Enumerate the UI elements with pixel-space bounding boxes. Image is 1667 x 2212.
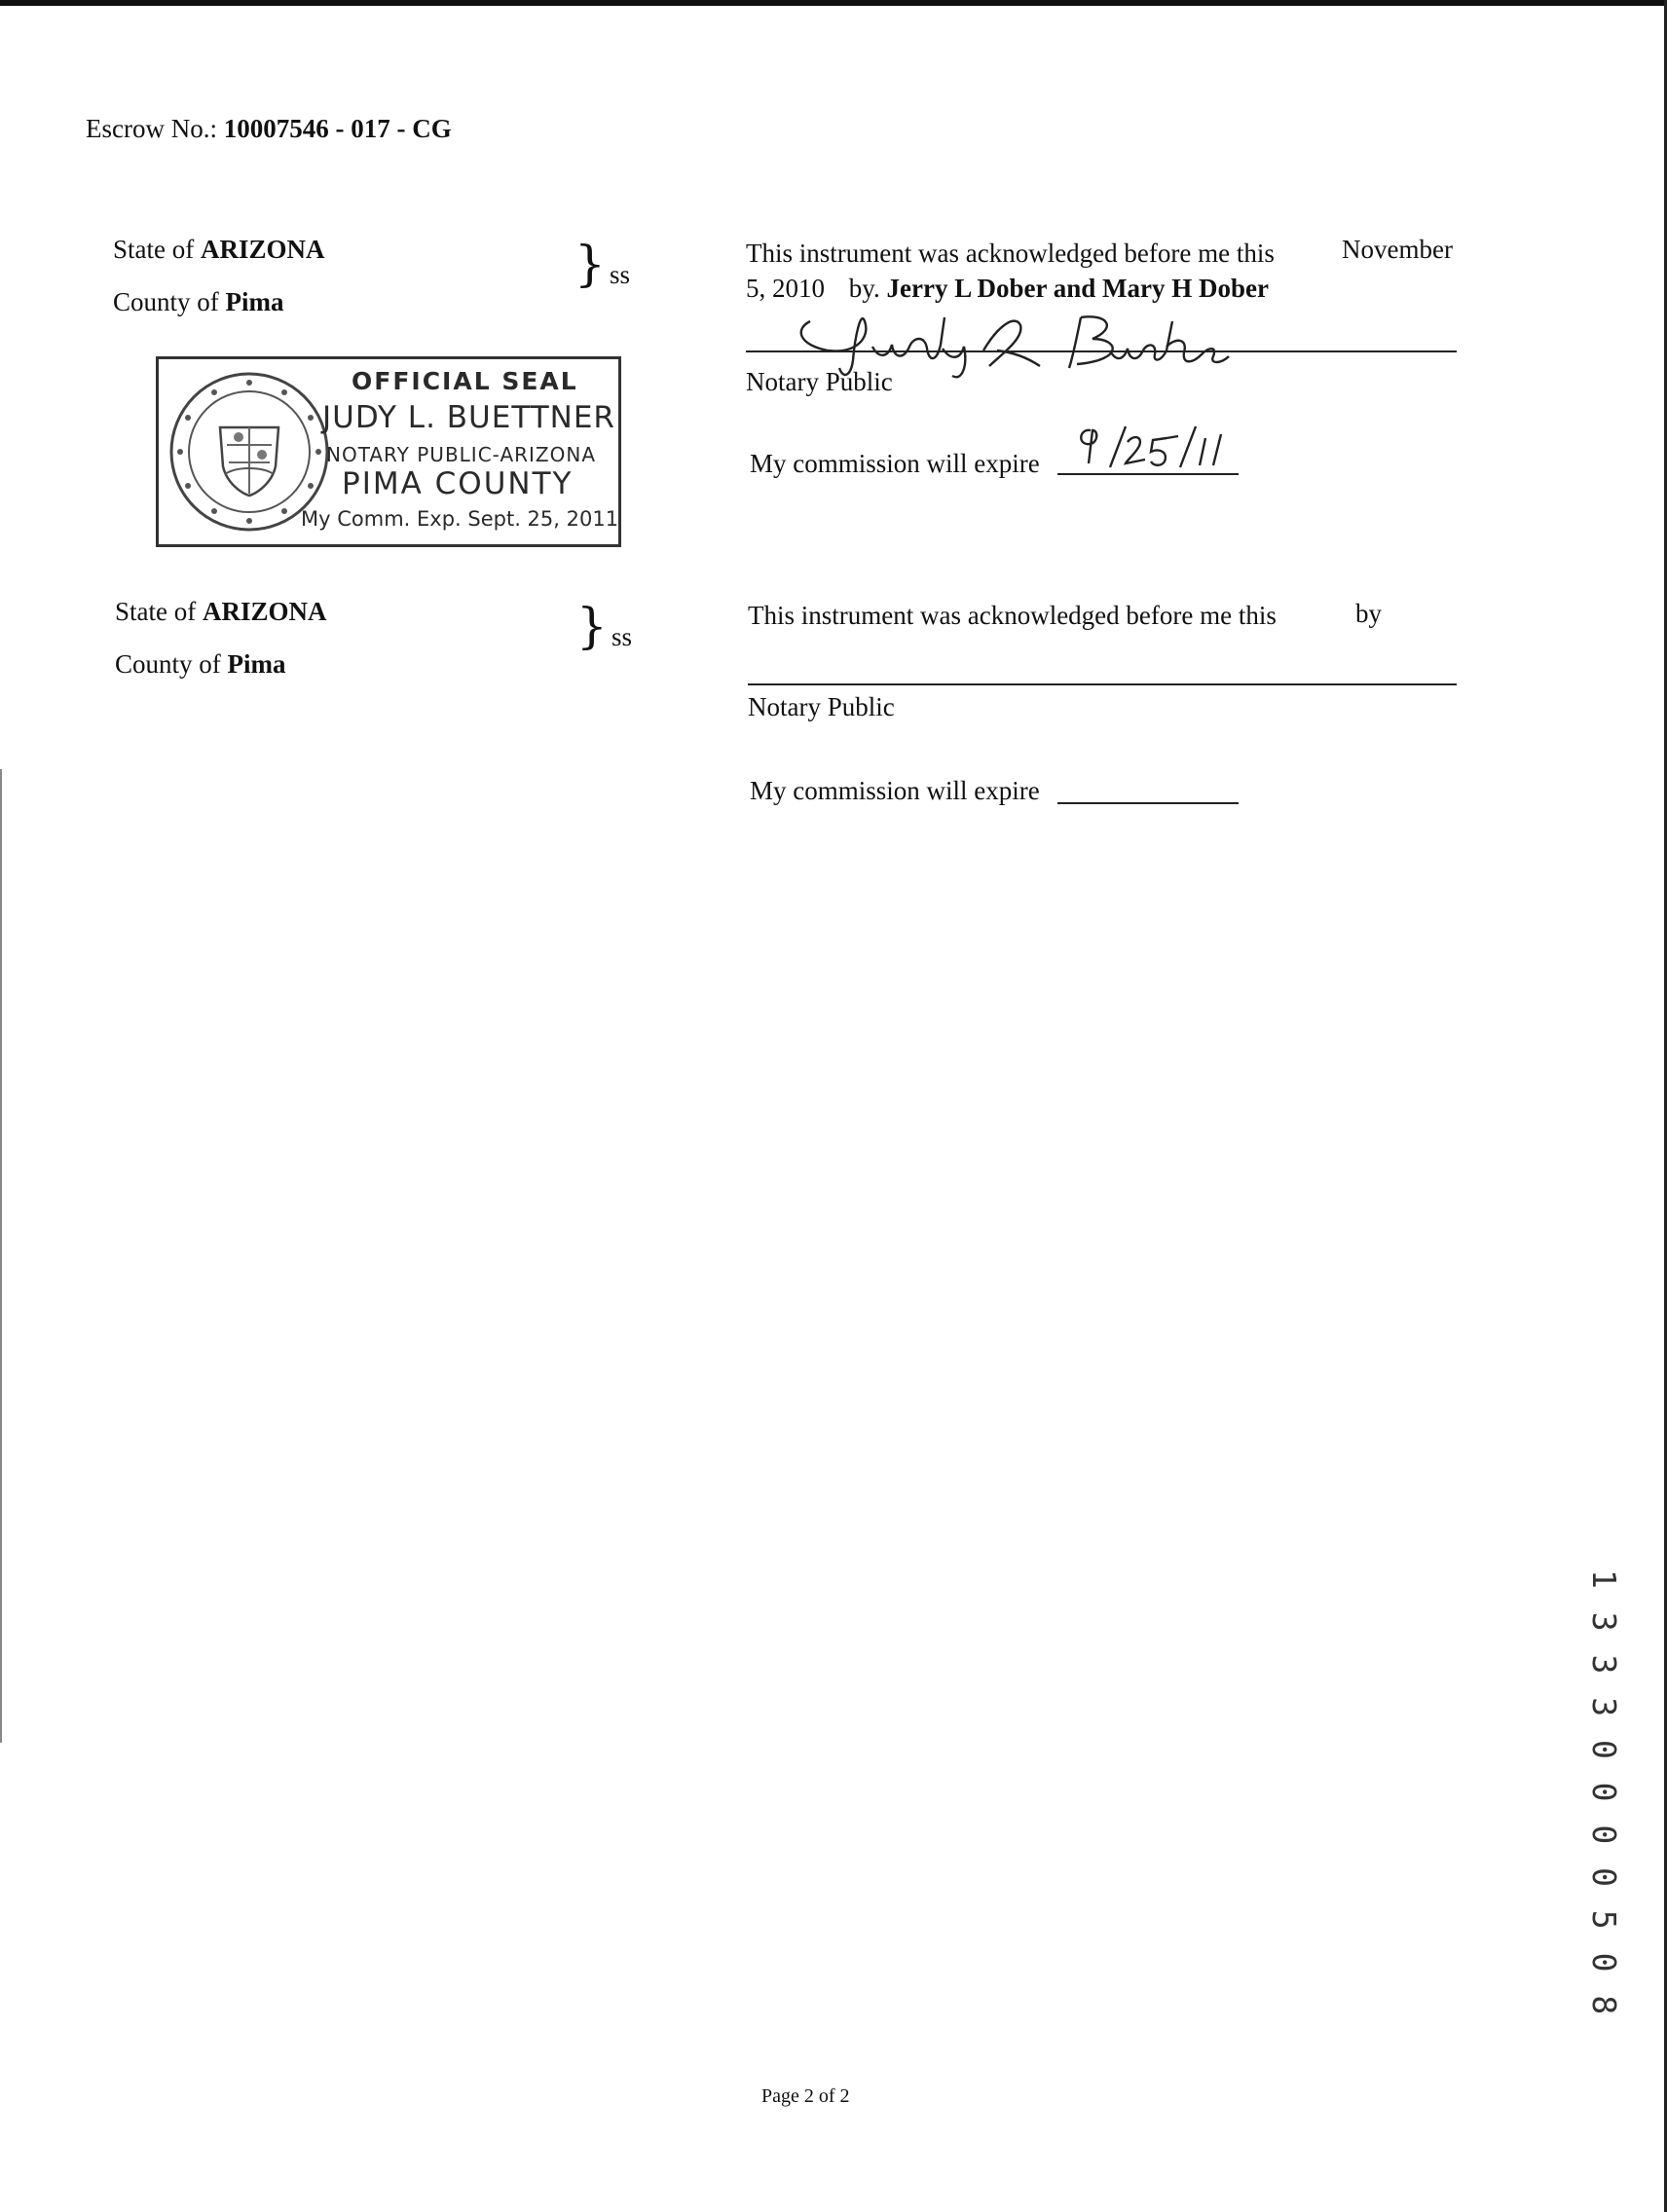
handwritten-commission-date [1057, 419, 1242, 475]
seal-title: OFFICIAL SEAL [352, 367, 578, 395]
seal-expiration: My Comm. Exp. Sept. 25, 2011 [301, 507, 619, 531]
venue2-state: State of ARIZONA [115, 597, 327, 626]
ack2-line1: This instrument was acknowledged before me this [748, 601, 1277, 630]
seal-commission-type: NOTARY PUBLIC-ARIZONA [326, 443, 597, 466]
escrow-label: Escrow No.: [86, 114, 217, 143]
escrow-line [86, 113, 452, 144]
venue1-state: State of ARIZONA [113, 235, 325, 264]
official-seal-stamp [156, 356, 621, 547]
seal-county: PIMA COUNTY [342, 466, 574, 501]
venue1-county: County of Pima [113, 287, 284, 316]
ack1-date-line: 5, 2010 by. Jerry L Dober and Mary H Dober [746, 274, 1269, 303]
page-number: Page 2 of 2 [761, 2085, 850, 2107]
ack1-commission-label: My commission will expire [750, 449, 1040, 478]
ack1-date-month: November [1342, 235, 1453, 264]
ack2-commission-label: My commission will expire [750, 776, 1040, 805]
scan-left-edge [0, 769, 2, 1743]
side-recording-number: 1 3 3 3 0 0 0 0 5 0 8 [1585, 1569, 1623, 2017]
venue1-ss: ss [610, 260, 631, 289]
ack2-signature-line [748, 683, 1457, 685]
escrow-number: 10007546 - 017 - CG [223, 114, 452, 143]
venue2-brace: } [576, 598, 608, 654]
scan-top-border [0, 0, 1667, 6]
ack2-by: by [1355, 599, 1382, 628]
venue2-ss: ss [611, 622, 633, 651]
ack1-notary-label: Notary Public [746, 367, 893, 396]
seal-name: JUDY L. BUETTNER [322, 400, 615, 435]
ack2-notary-label: Notary Public [748, 692, 895, 721]
ack1-line1: This instrument was acknowledged before me this [746, 239, 1275, 268]
ack2-commission-line [1057, 802, 1239, 804]
venue1-brace: } [574, 236, 606, 292]
venue2-county: County of Pima [115, 649, 286, 679]
